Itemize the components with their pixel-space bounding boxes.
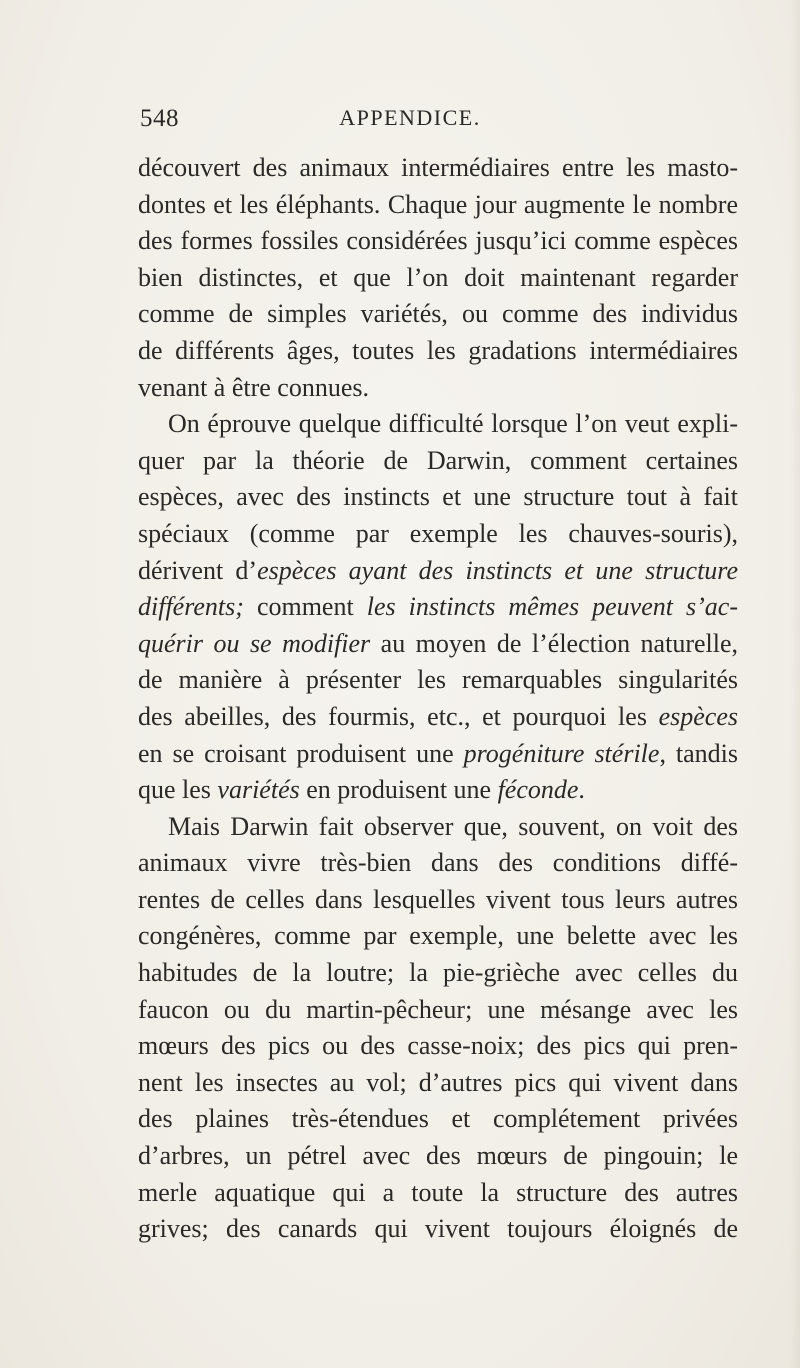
running-title: APPENDICE. — [339, 105, 481, 130]
text-run: animaux vivre très-bien dans des conditions diffé- — [138, 848, 738, 878]
text-run: dontes et les éléphants. Chaque jour augmente le nombre — [138, 189, 738, 219]
italic-text: espèces — [658, 701, 738, 731]
page-number: 548 — [140, 105, 179, 132]
text-line — [138, 626, 738, 663]
text-run: congénères, comme par exemple, une belette avec les — [138, 921, 738, 951]
text-line — [138, 845, 738, 882]
text-line — [138, 187, 738, 224]
text-run: , tandis — [659, 738, 739, 768]
text-line — [138, 918, 738, 955]
text-run: spéciaux (comme par exemple les chauves-souris), — [138, 518, 738, 548]
text-run: espèces, avec des instincts et une structure tout à fait — [138, 482, 738, 512]
text-run: au moyen de l’élection naturelle, — [370, 628, 739, 658]
running-head — [140, 105, 740, 145]
text-run: nent les insectes au vol; d’autres pics qui vivent dans — [138, 1067, 738, 1097]
text-run: des formes fossiles considérées jusqu’ici comme espèces — [138, 226, 738, 256]
text-run: Mais Darwin fait observer que, souvent, on voit des — [168, 811, 738, 841]
text-line — [138, 699, 738, 736]
text-run: de différents âges, toutes les gradations intermédiaires — [138, 335, 738, 365]
text-line — [138, 333, 738, 370]
text-run: quer par la théorie de Darwin, comment certaines — [138, 445, 738, 475]
text-line — [138, 479, 738, 516]
italic-text: féconde — [497, 775, 579, 805]
text-run: que les — [138, 775, 218, 805]
text-run: comment — [243, 592, 367, 622]
text-line — [138, 662, 738, 699]
text-run: des abeilles, des fourmis, etc., et pourquoi les — [138, 701, 659, 731]
text-run: des plaines très-étendues et complétement privées — [138, 1104, 738, 1134]
text-line — [138, 809, 738, 846]
italic-text: espèces ayant des instincts et une structure — [257, 555, 739, 585]
text-line — [138, 443, 738, 480]
text-run: habitudes de la loutre; la pie-grièche avec celles du — [138, 958, 738, 988]
text-line — [138, 260, 738, 297]
text-run: On éprouve quelque difficulté lorsque l’on veut expli- — [168, 409, 738, 439]
text-line — [138, 955, 738, 992]
text-line — [138, 1028, 738, 1065]
italic-text: quérir ou se modifier — [138, 628, 371, 658]
text-run: dérivent d’ — [138, 555, 258, 585]
text-run: de manière à présenter les remarquables singularités — [138, 665, 738, 695]
text-line — [138, 150, 738, 187]
text-line — [138, 296, 738, 333]
text-run: . — [578, 775, 585, 805]
text-line — [138, 1138, 738, 1175]
text-line — [138, 370, 738, 407]
text-run: faucon ou du martin-pêcheur; une mésange avec les — [138, 994, 738, 1024]
text-run: d’arbres, un pétrel avec des mœurs de pingouin; le — [138, 1141, 738, 1171]
text-run: mœurs des pics ou des casse-noix; des pics qui pren- — [138, 1031, 738, 1061]
text-run: grives; des canards qui vivent toujours éloignés de — [138, 1214, 738, 1244]
body-text — [138, 150, 738, 1248]
text-line — [138, 992, 738, 1029]
text-run: en produisent une — [299, 775, 498, 805]
text-line — [138, 516, 738, 553]
page-edge-shadow — [790, 0, 800, 1368]
text-run: découvert des animaux intermédiaires entre les masto- — [138, 153, 738, 182]
text-run: en se croisant produisent une — [138, 738, 464, 768]
text-line — [138, 223, 738, 260]
text-line — [138, 736, 738, 773]
italic-text: les instincts mêmes peuvent s’ac- — [366, 592, 738, 622]
text-run: venant à être connues. — [138, 372, 370, 402]
text-line — [138, 882, 738, 919]
text-run: comme de simples variétés, ou comme des individus — [138, 299, 738, 329]
text-line — [138, 406, 738, 443]
text-line — [138, 589, 738, 626]
text-line — [138, 1211, 738, 1248]
text-line — [138, 1065, 738, 1102]
italic-text: différents; — [138, 592, 244, 622]
italic-text: progéniture stérile — [463, 738, 660, 768]
text-line — [138, 1175, 738, 1212]
text-line — [138, 553, 738, 590]
text-run: rentes de celles dans lesquelles vivent tous leurs autres — [138, 884, 738, 914]
text-run: bien distinctes, et que l’on doit maintenant regarder — [138, 262, 738, 292]
text-run: merle aquatique qui a toute la structure des autres — [138, 1177, 738, 1207]
text-line — [138, 1101, 738, 1138]
text-line — [138, 772, 738, 809]
italic-text: variétés — [217, 775, 300, 805]
